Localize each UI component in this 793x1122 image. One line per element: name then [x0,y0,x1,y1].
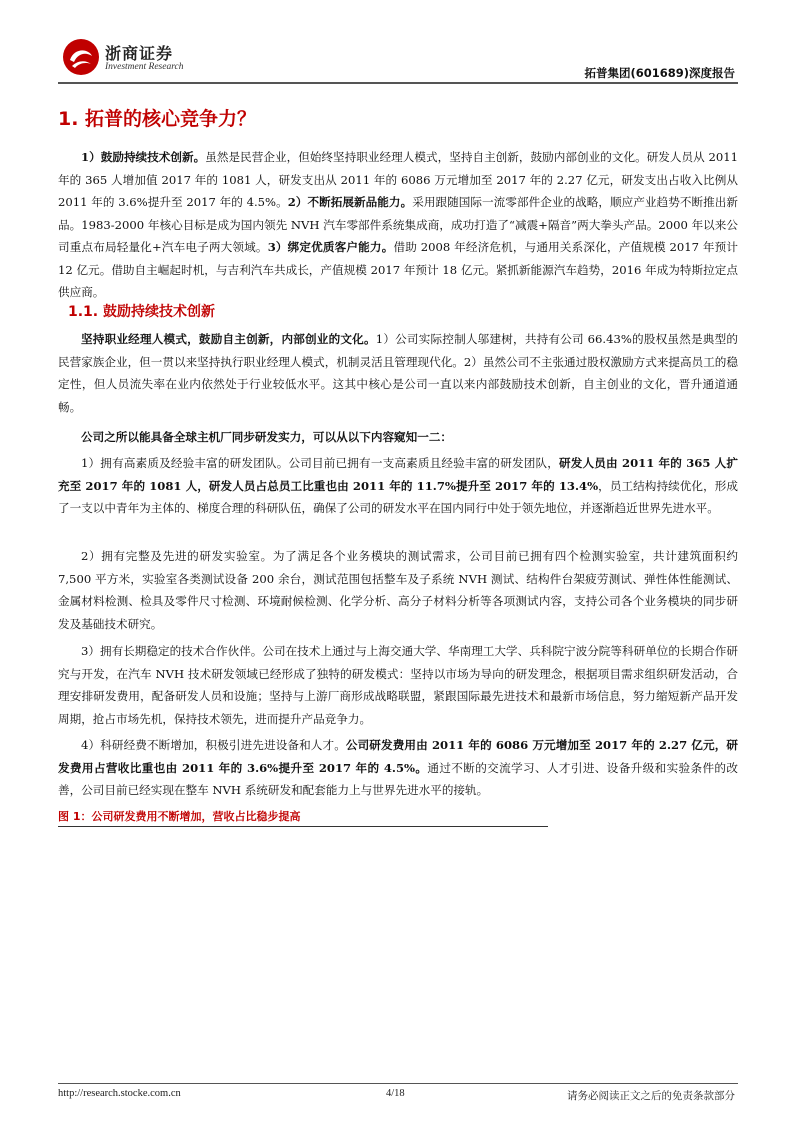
item-4-text: 4）科研经费不断增加，积极引进先进设备和人才。 [81,738,346,752]
item-4-text-2: 通过不断的交流学习、人才引进、设备升级和实验条件的改善，公司目前已经实现在整车 NVH 系统研发和配套能力上与世界先进水平的接轨。 [58,760,738,797]
subsection-title: 1.1. 鼓励持续技术创新 [68,304,215,320]
culture-text: 1）公司实际控制人邬建树，共持有公司 66.43%的股权虽然是典型的民营家族企业，但一贯以来坚持执行职业经理人模式，机制灵活且管理现代化。2）虽然公司不主张通过股权激励方式来提高员工的稳定性，但人员流失率在业内依然处于行业较低水平。这其中核心是公司一直以来内部鼓励技术创新，自主创业的文化，晋升通道通畅。 [58,332,738,414]
point-2-text: 采用跟随国际一流零部件企业的战略，顺应产业趋势不断推出新品。1983-2000 年核心目标是成为国内领先 NVH 汽车零部件系统集成商，成功打造了“减震+隔音”两大拳头产品。2000 年以来公司重点布局轻量化+汽车电子两大领域。 [58,195,738,254]
item-4-paragraph [58,734,738,802]
point-2-heading: 2）不断拓展新品能力。 [287,195,413,209]
item-3-text: 3）拥有长期稳定的技术合作伙伴。公司在技术上通过与上海交通大学、华南理工大学、兵科院宁波分院等科研单位的长期合作研究与开发，在汽车 NVH 技术研发领域已经形成了独特的研发模式：坚持以市场为导向的研发理念，根据项目需求组织研发活动，合理安排研发费用，配备研发人员和设施；坚持与上游厂商形成战略联盟，紧跟国际最先进技术和最新市场信息，努力缩短新产品开发周期，抢占市场先机，保持技术领先，进而提升产品竞争力。 [58,644,738,726]
point-3-heading: 3）绑定优质客户能力。 [267,240,394,254]
header-divider [58,82,738,84]
item-2-text: 2）拥有完整及先进的研发实验室。为了满足各个业务模块的测试需求，公司目前已拥有四个检测实验室，共计建筑面积约 7,500 平方米，实验室各类测试设备 200 余台，测试范围包括整车及子系统 NVH 测试、结构件台架疲劳测试、弹性体性能测试、金属材料检测、检具及零件尺寸检测、环境耐候检测、化学分析、高分子材料分析等各项测试内容，支持公司各个业务模块的同步研发及基础技术研究。 [58,549,738,631]
page-number: 4/18 [386,1088,405,1099]
point-1-text: 虽然是民营企业，但始终坚持职业经理人模式，坚持自主创新，鼓励内部创业的文化。研发人员从 2011 年的 365 人增加值 2017 年的 1081 人，研发支出从 2011 年的 6086 万元增加至 2017 年的 2.27 亿元，研发支出占收入比例从 2011 年的 3.6%提升至 2017 年的 4.5%。 [58,150,738,209]
item-4-highlight: 公司研发费用由 2011 年的 6086 万元增加至 2017 年的 2.27 亿元，研发费用占营收比重也由 2011 年的 3.6%提升至 2017 年的 4.5%。 [58,738,738,775]
figure-caption: 图 1：公司研发费用不断增加，营收占比稳步提高 [58,810,301,823]
summary-paragraph [58,146,738,304]
logo-icon [62,38,100,76]
lead-paragraph [58,426,738,449]
item-3-paragraph [58,640,738,730]
lead-text: 公司之所以能具备全球主机厂同步研发实力，可以从以下内容窥知一二： [81,430,453,444]
item-2-paragraph [58,545,738,635]
footer-url[interactable]: http://research.stocke.com.cn [58,1088,181,1099]
point-1-heading: 1）鼓励持续技术创新。 [81,150,206,164]
item-1-paragraph [58,452,738,520]
brand-name: 浙商证券 [105,44,174,63]
footer-divider [58,1083,738,1084]
report-title: 拓普集团(601689)深度报告 [584,66,735,80]
item-1-highlight: 研发人员由 2011 年的 365 人扩充至 2017 年的 1081 人，研发人员占总员工比重也由 2011 年的 11.7%提升至 2017 年的 13.4% [58,456,738,493]
point-3-text: 借助 2008 年经济危机，与通用关系深化，产值规模 2017 年预计 12 亿元。借助自主崛起时机，与吉利汽车共成长，产值规模 2017 年预计 18 亿元。紧抓新能源汽车趋势，2016 年成为特斯拉定点供应商。 [58,240,738,299]
brand-subtitle: Investment Research [105,62,184,72]
item-1-text-2: ，员工结构持续优化，形成了一支以中青年为主体的、梯度合理的科研队伍，确保了公司的研发水平在国内同行中处于领先地位，并逐渐趋近世界先进水平。 [58,478,738,515]
culture-paragraph [58,328,738,418]
section-title: 1. 拓普的核心竞争力？ [58,108,257,130]
culture-heading: 坚持职业经理人模式，鼓励自主创新，内部创业的文化。 [81,332,376,346]
figure-divider [58,826,548,827]
footer-disclaimer: 请务必阅读正文之后的免责条款部分 [567,1090,735,1102]
item-1-text: 1）拥有高素质及经验丰富的研发团队。公司目前已拥有一支高素质且经验丰富的研发团队， [81,456,560,470]
